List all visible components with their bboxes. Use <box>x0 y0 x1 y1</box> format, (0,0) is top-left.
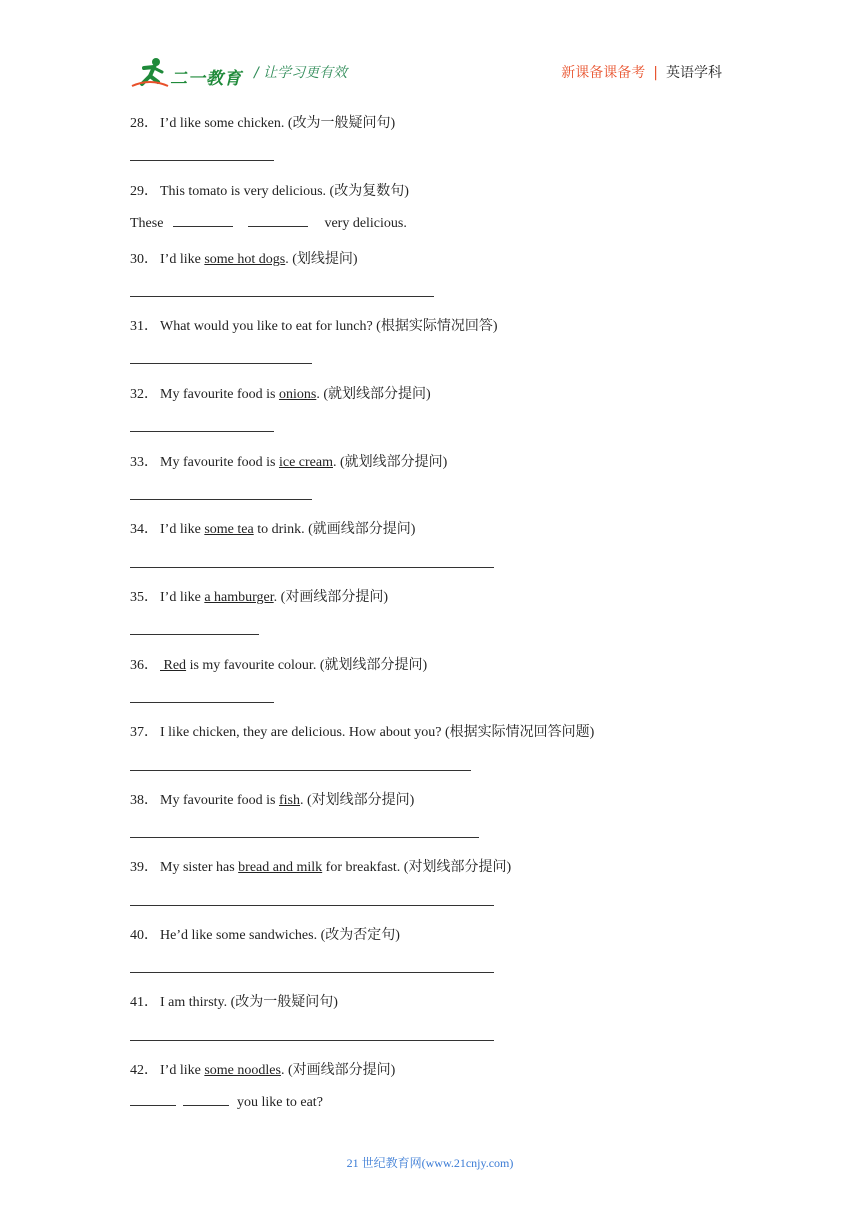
answer-line[interactable] <box>130 567 494 568</box>
fill-end-text: very delicious. <box>324 216 407 231</box>
answer-line[interactable] <box>130 431 274 432</box>
question-42 <box>130 1059 395 1079</box>
fill-row-42 <box>130 1093 323 1111</box>
question-text: I’d like <box>160 252 205 267</box>
slogan: / 让学习更有效 <box>254 65 348 81</box>
fill-row-29 <box>130 214 407 232</box>
runner-logo-icon <box>130 56 170 90</box>
question-text: to drink. (就画线部分提问) <box>253 522 416 537</box>
underlined-phrase: some hot dogs <box>204 252 286 267</box>
page-footer: 21 世纪教育网(www.21cnjy.com) <box>346 1156 514 1170</box>
question-text: What would you like to eat for lunch? (根据实际情况回答) <box>160 319 498 334</box>
underlined-phrase: a hamburger <box>204 590 274 605</box>
question-number: 29． <box>130 184 158 199</box>
blank-2[interactable] <box>183 1093 229 1106</box>
question-text: I’d like <box>160 1063 205 1078</box>
fill-end-text: you like to eat? <box>237 1095 323 1110</box>
blank-1[interactable] <box>173 214 233 227</box>
blank-2[interactable] <box>248 214 308 227</box>
answer-line[interactable] <box>130 499 312 500</box>
question-number: 41． <box>130 995 158 1010</box>
tagline-left: 新课备课备考 <box>561 65 646 81</box>
question-text: I’d like <box>160 590 205 605</box>
question-text: . (对划线部分提问) <box>299 793 415 808</box>
tagline <box>561 62 722 82</box>
answer-line[interactable] <box>130 837 479 838</box>
question-number: 37． <box>130 725 158 740</box>
underlined-phrase: ice cream <box>278 455 333 470</box>
answer-line[interactable] <box>130 905 494 906</box>
answer-line[interactable] <box>130 1040 494 1041</box>
question-text: My favourite food is <box>160 455 279 470</box>
question-number: 30． <box>130 252 158 267</box>
question-37 <box>130 721 594 741</box>
question-number: 34． <box>130 522 158 537</box>
question-31 <box>130 315 497 335</box>
question-text: I’d like <box>160 522 205 537</box>
question-number: 42． <box>130 1063 158 1078</box>
answer-line[interactable] <box>130 770 471 771</box>
question-text: is my favourite colour. (就划线部分提问) <box>186 658 428 673</box>
answer-line[interactable] <box>130 972 494 973</box>
question-number: 32． <box>130 387 158 402</box>
logo <box>130 56 250 90</box>
question-number: 31． <box>130 319 158 334</box>
answer-line[interactable] <box>130 634 259 635</box>
question-36 <box>130 654 427 674</box>
question-30 <box>130 248 358 268</box>
question-34 <box>130 518 415 538</box>
underlined-phrase: fish <box>278 793 300 808</box>
question-text: He’d like some sandwiches. (改为否定句) <box>160 928 400 943</box>
question-text: My favourite food is <box>160 793 279 808</box>
underlined-phrase: bread and milk <box>238 860 323 875</box>
question-text: . (对画线部分提问) <box>273 590 388 605</box>
question-number: 28． <box>130 116 158 131</box>
blank-1[interactable] <box>130 1093 176 1106</box>
logo-text: 二一教育 <box>170 69 242 89</box>
question-number: 38． <box>130 793 158 808</box>
underlined-phrase: some tea <box>204 522 254 537</box>
question-text: . (就划线部分提问) <box>316 387 431 402</box>
question-text: I’d like some chicken. (改为一般疑问句) <box>160 116 396 131</box>
underlined-phrase: onions <box>278 387 317 402</box>
answer-line[interactable] <box>130 702 274 703</box>
question-38 <box>130 789 414 809</box>
tagline-subject: 英语学科 <box>666 65 722 81</box>
fill-start-text: These <box>130 216 164 231</box>
question-number: 40． <box>130 928 158 943</box>
question-41 <box>130 991 338 1011</box>
question-text: . (对画线部分提问) <box>280 1063 396 1078</box>
question-39 <box>130 856 511 876</box>
page-header <box>0 0 860 100</box>
question-29 <box>130 180 409 200</box>
question-33 <box>130 451 447 471</box>
underlined-phrase: Red <box>160 658 187 673</box>
question-40 <box>130 924 400 944</box>
question-text: . (划线提问) <box>285 252 358 267</box>
question-text: I am thirsty. (改为一般疑问句) <box>160 995 338 1010</box>
question-text: My sister has <box>160 860 239 875</box>
answer-line[interactable] <box>130 363 312 364</box>
tagline-separator: | <box>653 65 658 81</box>
question-35 <box>130 586 388 606</box>
question-text: My favourite food is <box>160 387 279 402</box>
answer-line[interactable] <box>130 296 434 297</box>
question-text: This tomato is very delicious. (改为复数句) <box>160 184 409 199</box>
question-number: 35． <box>130 590 158 605</box>
question-number: 36． <box>130 658 158 673</box>
question-number: 39． <box>130 860 158 875</box>
question-text: I like chicken, they are delicious. How about you? (根据实际情况回答问题) <box>160 725 595 740</box>
question-32 <box>130 383 431 403</box>
question-text: for breakfast. (对划线部分提问) <box>322 860 512 875</box>
underlined-phrase: some noodles <box>204 1063 281 1078</box>
question-text: . (就划线部分提问) <box>333 455 448 470</box>
answer-line[interactable] <box>130 160 274 161</box>
question-number: 33． <box>130 455 158 470</box>
question-28 <box>130 112 395 132</box>
